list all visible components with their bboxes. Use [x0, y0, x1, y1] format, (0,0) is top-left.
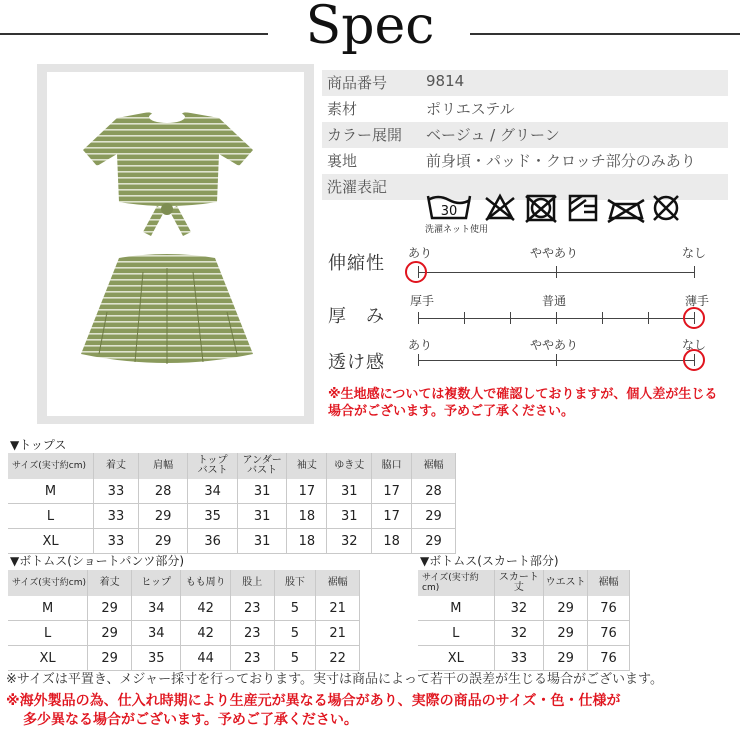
- scale-thickness-min: 厚手: [410, 294, 435, 308]
- measure-cell: 29: [544, 646, 588, 671]
- table-row: [8, 529, 456, 554]
- spec-row-item-number: 商品番号 9814: [322, 70, 728, 98]
- measure-cell: 29: [88, 621, 132, 646]
- measure-cell: 33: [94, 504, 139, 529]
- measure-cell: 29: [138, 504, 188, 529]
- spec-row-material: 素材 ポリエステル: [322, 96, 728, 124]
- measure-cell: 31: [237, 529, 287, 554]
- table-row: [8, 504, 456, 529]
- table-row: [8, 479, 456, 504]
- measure-cell: 34: [131, 621, 180, 646]
- scale-stretch-max: なし: [682, 246, 707, 260]
- measure-cell: 29: [544, 596, 588, 621]
- care-note: 洗濯ネット使用: [425, 225, 489, 235]
- shorts-size-table: サイズ(実寸約cm) 着丈 ヒップ もも周り 股上 股下 裾幅 M 29 34 42 23 5 21 L 29 34 42 23 5 21 XL 29 35 44 23 5 22: [8, 570, 360, 671]
- scale-sheer-min: あり: [408, 338, 433, 352]
- skirt-size-table: サイズ(実寸約cm) スカート丈 ウエスト 裾幅 M 32 29 76 L 32 29 76 XL 33 29 76: [418, 570, 630, 671]
- tops-title: ▼トップス: [10, 438, 67, 452]
- measure-cell: 32: [494, 621, 544, 646]
- table-row: [8, 621, 360, 646]
- measure-cell: 44: [181, 646, 230, 671]
- scale-sheer-max: なし: [682, 338, 707, 352]
- scale-sheer-marker: [683, 349, 705, 371]
- measure-cell: 22: [316, 646, 360, 671]
- scale-label-sheerness: 透け感: [328, 352, 385, 373]
- measure-cell: 28: [412, 479, 456, 504]
- bleach-allowed-icon: [486, 196, 514, 220]
- scale-sheer-mid: ややあり: [530, 338, 579, 352]
- skirt-title: ▼ボトムス(スカート部分): [420, 554, 559, 568]
- measure-cell: 42: [181, 621, 230, 646]
- scale-label-thickness: 厚 み: [328, 306, 385, 327]
- measure-cell: 23: [230, 621, 274, 646]
- measure-cell: 29: [138, 529, 188, 554]
- scale-thickness-mid: 普通: [542, 294, 567, 308]
- measure-cell: 76: [588, 646, 630, 671]
- measure-cell: 35: [188, 504, 238, 529]
- measure-cell: 18: [287, 529, 327, 554]
- measure-cell: 34: [188, 479, 238, 504]
- import-warning: ※海外製品の為、仕入れ時期により生産元が異なる場合があり、実際の商品のサイズ・色・仕様が 多少異なる場合がございます。予めご了承ください。: [6, 693, 621, 728]
- measure-cell: 36: [188, 529, 238, 554]
- measure-cell: 76: [588, 596, 630, 621]
- measure-cell: 42: [181, 596, 230, 621]
- spec-row-colors: カラー展開 ベージュ / グリーン: [322, 122, 728, 150]
- measure-cell: 33: [494, 646, 544, 671]
- measure-cell: 21: [316, 596, 360, 621]
- scale-thickness-marker: [683, 307, 705, 329]
- size-note: ※サイズは平置き、メジャー採寸を行っております。実寸は商品によって若干の誤差が生じる場合がございます。: [6, 672, 663, 687]
- measure-cell: 23: [230, 596, 274, 621]
- measure-cell: 33: [94, 479, 139, 504]
- measure-cell: 35: [131, 646, 180, 671]
- spec-row-care: 洗濯表記: [322, 174, 728, 202]
- measure-cell: 28: [138, 479, 188, 504]
- size-cell: M: [418, 596, 494, 621]
- wash-30-icon: [428, 196, 470, 219]
- measure-cell: 33: [94, 529, 139, 554]
- measure-cell: 31: [237, 479, 287, 504]
- table-row: [8, 646, 360, 671]
- table-row: [418, 596, 630, 621]
- measure-cell: 76: [588, 621, 630, 646]
- product-image: [37, 64, 314, 424]
- table-row: [418, 646, 630, 671]
- measure-cell: 17: [287, 479, 327, 504]
- size-cell: M: [8, 479, 94, 504]
- measure-cell: 29: [412, 504, 456, 529]
- measure-cell: 31: [327, 479, 372, 504]
- measure-cell: 29: [88, 646, 132, 671]
- measure-cell: 31: [327, 504, 372, 529]
- tops-size-table: サイズ(実寸約cm) 着丈 肩幅 トップ バスト アンダー バスト 袖丈 ゆき丈 脇口 裾幅 M 33 28 34 31 17 31 17 28 L 33 29 35 31 18 31 17 29 XL 33 29 36 31 18 32 18 29: [8, 453, 456, 554]
- measure-cell: 5: [274, 646, 316, 671]
- measure-cell: 29: [88, 596, 132, 621]
- line-dry-shade-icon: [570, 196, 596, 220]
- scale-stretch-marker: [405, 261, 427, 283]
- size-cell: L: [418, 621, 494, 646]
- scale-label-stretch: 伸縮性: [328, 253, 385, 274]
- measure-cell: 5: [274, 621, 316, 646]
- measure-cell: 34: [131, 596, 180, 621]
- measure-cell: 18: [287, 504, 327, 529]
- size-cell: L: [8, 621, 88, 646]
- header-line-right: [470, 33, 740, 35]
- scale-stretch-mid: ややあり: [530, 246, 579, 260]
- size-cell: L: [8, 504, 94, 529]
- measure-cell: 29: [544, 621, 588, 646]
- iron-low-icon: [608, 200, 644, 222]
- size-cell: XL: [8, 529, 94, 554]
- measure-cell: 17: [372, 504, 412, 529]
- measure-cell: 23: [230, 646, 274, 671]
- size-cell: XL: [8, 646, 88, 671]
- no-dry-clean-icon: [654, 196, 678, 220]
- care-icons: [424, 190, 694, 224]
- shorts-title: ▼ボトムス(ショートパンツ部分): [10, 554, 185, 568]
- table-row: [8, 596, 360, 621]
- scale-thickness-max: 薄手: [685, 294, 710, 308]
- page-title: Spec: [305, 0, 435, 56]
- measure-cell: 32: [327, 529, 372, 554]
- size-cell: M: [8, 596, 88, 621]
- scale-stretch-min: あり: [408, 246, 433, 260]
- measure-cell: 5: [274, 596, 316, 621]
- measure-cell: 21: [316, 621, 360, 646]
- no-tumble-dry-icon: [526, 196, 556, 222]
- measure-cell: 32: [494, 596, 544, 621]
- swimsuit-illustration: [47, 72, 304, 416]
- measure-cell: 31: [237, 504, 287, 529]
- measure-cell: 29: [412, 529, 456, 554]
- spec-row-lining: 裏地 前身頃・パッド・クロッチ部分のみあり: [322, 148, 728, 176]
- svg-text:30: 30: [440, 204, 458, 219]
- size-cell: XL: [418, 646, 494, 671]
- table-row: [418, 621, 630, 646]
- texture-warning: ※生地感については複数人で確認しておりますが、個人差が生じる 場合がございます。予めご了承ください。: [328, 387, 718, 419]
- measure-cell: 18: [372, 529, 412, 554]
- measure-cell: 17: [372, 479, 412, 504]
